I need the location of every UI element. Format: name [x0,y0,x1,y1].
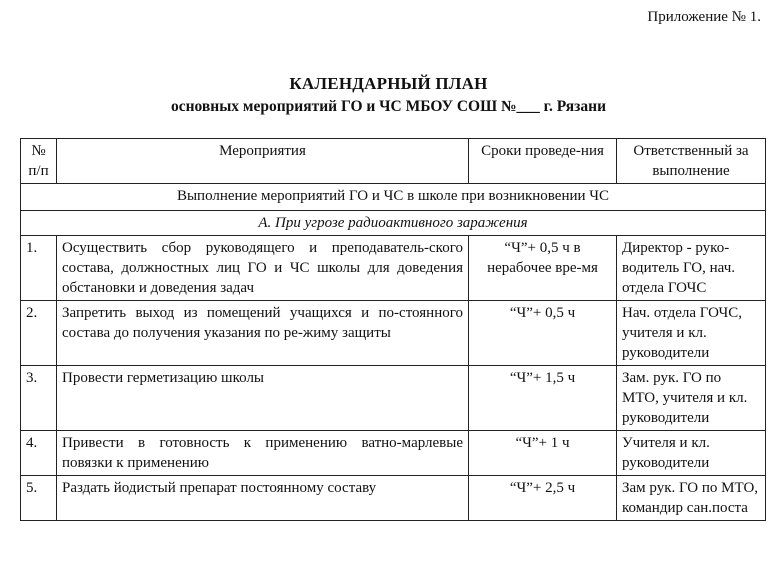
header-responsible: Ответственный за выполнение [617,139,766,184]
row-event: Раздать йодистый препарат постоянному составу [57,476,469,521]
row-event: Привести в готовность к применению ватно-марлевые повязки к применению [57,431,469,476]
header-num: № п/п [21,139,57,184]
table-row [21,431,766,476]
subsection-title: А. При угрозе радиоактивного заражения [21,211,766,236]
row-term: “Ч”+ 1,5 ч [469,366,617,431]
row-responsible: Зам рук. ГО по МТО, командир сан.поста [617,476,766,521]
row-responsible: Учителя и кл. руководители [617,431,766,476]
document-title: КАЛЕНДАРНЫЙ ПЛАН [289,74,488,93]
row-term: “Ч”+ 0,5 ч [469,301,617,366]
row-event: Провести герметизацию школы [57,366,469,431]
row-term: “Ч”+ 0,5 ч в нерабочее вре-мя [469,236,617,301]
table-header-row [21,139,766,184]
row-responsible: Нач. отдела ГОЧС, учителя и кл. руководители [617,301,766,366]
row-num: 3. [21,366,57,431]
table-row [21,301,766,366]
calendar-plan-table [20,138,766,521]
header-term: Сроки проведе-ния [469,139,617,184]
row-event: Запретить выход из помещений учащихся и по-стоянного состава до получения указания по ре-жиму защиты [57,301,469,366]
header-event: Мероприятия [57,139,469,184]
table-row [21,236,766,301]
appendix-label: Приложение № 1. [647,9,761,25]
row-num: 4. [21,431,57,476]
table-row [21,476,766,521]
row-event: Осуществить сбор руководящего и преподаватель-ского состава, должностных лиц ГО и ЧС школы для доведения обстановки и доведения задач [57,236,469,301]
subsection-row [21,211,766,236]
row-term: “Ч”+ 2,5 ч [469,476,617,521]
row-term: “Ч”+ 1 ч [469,431,617,476]
row-num: 1. [21,236,57,301]
row-responsible: Директор - руко-водитель ГО, нач. отдела ГОЧС [617,236,766,301]
row-num: 5. [21,476,57,521]
row-responsible: Зам. рук. ГО по МТО, учителя и кл. руководители [617,366,766,431]
section-row [21,184,766,211]
table-row [21,366,766,431]
document-subtitle: основных мероприятий ГО и ЧС МБОУ СОШ №___ г. Рязани [170,98,607,115]
section-title: Выполнение мероприятий ГО и ЧС в школе при возникновении ЧС [21,184,766,211]
row-num: 2. [21,301,57,366]
